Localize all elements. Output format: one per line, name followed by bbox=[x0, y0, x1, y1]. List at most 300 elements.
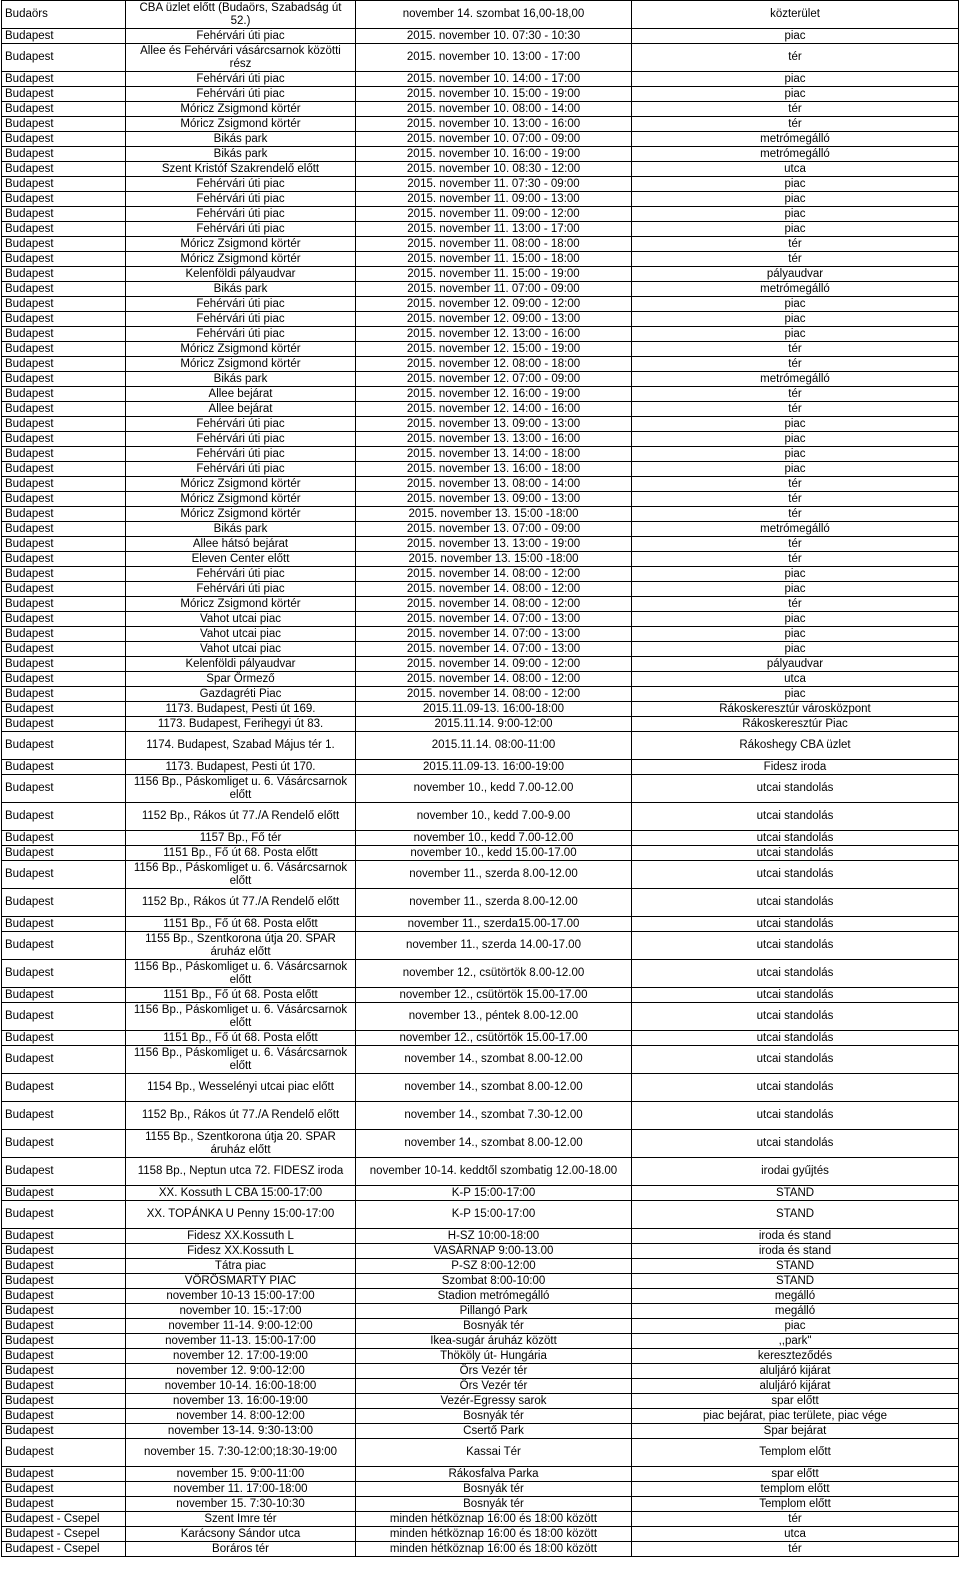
table-row bbox=[2, 1467, 959, 1482]
type-cell: Rákoskeresztúr Piac bbox=[632, 717, 959, 732]
time-cell: Ikea-sugár áruház között bbox=[356, 1334, 632, 1349]
place-cell: Szent Imre tér bbox=[126, 1512, 356, 1527]
table-row bbox=[2, 960, 959, 988]
place-cell: 1156 Bp., Páskomliget u. 6. Vásárcsarnok előtt bbox=[126, 1003, 356, 1031]
time-cell: Bosnyák tér bbox=[356, 1319, 632, 1334]
type-cell: utcai standolás bbox=[632, 831, 959, 846]
type-cell: tér bbox=[632, 252, 959, 267]
place-cell: 1152 Bp., Rákos út 77./A Rendelő előtt bbox=[126, 1102, 356, 1130]
place-cell: november 15. 7:30-12:00;18:30-19:00 bbox=[126, 1439, 356, 1467]
place-cell: 1156 Bp., Páskomliget u. 6. Vásárcsarnok előtt bbox=[126, 960, 356, 988]
time-cell: Pillangó Park bbox=[356, 1304, 632, 1319]
city-cell: Budapest bbox=[2, 417, 126, 432]
time-cell: november 14., szombat 7.30-12.00 bbox=[356, 1102, 632, 1130]
time-cell: 2015. november 14. 09:00 - 12:00 bbox=[356, 657, 632, 672]
type-cell: utcai standolás bbox=[632, 775, 959, 803]
type-cell: Rákoskeresztúr városközpont bbox=[632, 702, 959, 717]
city-cell: Budapest bbox=[2, 732, 126, 760]
time-cell: 2015. november 10. 16:00 - 19:00 bbox=[356, 147, 632, 162]
city-cell: Budapest bbox=[2, 1409, 126, 1424]
city-cell: Budapest bbox=[2, 988, 126, 1003]
place-cell: november 13-14. 9:30-13:00 bbox=[126, 1424, 356, 1439]
place-cell: Vahot utcai piac bbox=[126, 612, 356, 627]
type-cell: piac bbox=[632, 567, 959, 582]
place-cell: Móricz Zsigmond körtér bbox=[126, 357, 356, 372]
city-cell: Budapest bbox=[2, 932, 126, 960]
city-cell: Budapest bbox=[2, 357, 126, 372]
city-cell: Budapest bbox=[2, 342, 126, 357]
place-cell: 1155 Bp., Szentkorona útja 20. SPAR áruház előtt bbox=[126, 932, 356, 960]
time-cell: Thököly út- Hungária bbox=[356, 1349, 632, 1364]
place-cell: Fehérvári úti piac bbox=[126, 207, 356, 222]
type-cell: metrómegálló bbox=[632, 132, 959, 147]
place-cell: Allee hátsó bejárat bbox=[126, 537, 356, 552]
time-cell: 2015. november 12. 09:00 - 12:00 bbox=[356, 297, 632, 312]
city-cell: Budapest bbox=[2, 657, 126, 672]
type-cell: piac bbox=[632, 312, 959, 327]
time-cell: november 13., péntek 8.00-12.00 bbox=[356, 1003, 632, 1031]
place-cell: Szent Kristóf Szakrendelő előtt bbox=[126, 162, 356, 177]
time-cell: 2015. november 10. 13:00 - 17:00 bbox=[356, 44, 632, 72]
place-cell: Móricz Zsigmond körtér bbox=[126, 477, 356, 492]
city-cell: Budapest bbox=[2, 312, 126, 327]
type-cell: piac bbox=[632, 612, 959, 627]
type-cell: STAND bbox=[632, 1201, 959, 1229]
table-row bbox=[2, 44, 959, 72]
table-row bbox=[2, 462, 959, 477]
type-cell: utcai standolás bbox=[632, 1102, 959, 1130]
time-cell: 2015. november 10. 07:00 - 09:00 bbox=[356, 132, 632, 147]
type-cell: piac bbox=[632, 222, 959, 237]
type-cell: tér bbox=[632, 537, 959, 552]
table-row bbox=[2, 237, 959, 252]
type-cell: piac bbox=[632, 627, 959, 642]
time-cell: minden hétköznap 16:00 és 18:00 között bbox=[356, 1527, 632, 1542]
table-row bbox=[2, 1158, 959, 1186]
table-row bbox=[2, 717, 959, 732]
city-cell: Budapest bbox=[2, 147, 126, 162]
table-row bbox=[2, 222, 959, 237]
place-cell: 1156 Bp., Páskomliget u. 6. Vásárcsarnok előtt bbox=[126, 775, 356, 803]
time-cell: 2015. november 12. 16:00 - 19:00 bbox=[356, 387, 632, 402]
table-row bbox=[2, 932, 959, 960]
city-cell: Budapest bbox=[2, 177, 126, 192]
type-cell: tér bbox=[632, 1512, 959, 1527]
place-cell: november 12. 17:00-19:00 bbox=[126, 1349, 356, 1364]
type-cell: utcai standolás bbox=[632, 861, 959, 889]
time-cell: 2015. november 13. 13:00 - 16:00 bbox=[356, 432, 632, 447]
table-row bbox=[2, 552, 959, 567]
type-cell: kereszteződés bbox=[632, 1349, 959, 1364]
place-cell: november 15. 9:00-11:00 bbox=[126, 1467, 356, 1482]
city-cell: Budapest bbox=[2, 162, 126, 177]
place-cell: november 13. 16:00-19:00 bbox=[126, 1394, 356, 1409]
city-cell: Budapest bbox=[2, 642, 126, 657]
type-cell: tér bbox=[632, 597, 959, 612]
city-cell: Budapest bbox=[2, 1349, 126, 1364]
place-cell: 1152 Bp., Rákos út 77./A Rendelő előtt bbox=[126, 803, 356, 831]
city-cell: Budapest bbox=[2, 1158, 126, 1186]
type-cell: közterület bbox=[632, 1, 959, 29]
place-cell: november 10. 15:-17:00 bbox=[126, 1304, 356, 1319]
table-row bbox=[2, 831, 959, 846]
type-cell: utcai standolás bbox=[632, 846, 959, 861]
type-cell: megálló bbox=[632, 1289, 959, 1304]
type-cell: spar előtt bbox=[632, 1394, 959, 1409]
time-cell: Rákosfalva Parka bbox=[356, 1467, 632, 1482]
type-cell: utcai standolás bbox=[632, 917, 959, 932]
time-cell: 2015. november 11. 15:00 - 18:00 bbox=[356, 252, 632, 267]
time-cell: Vezér-Egressy sarok bbox=[356, 1394, 632, 1409]
type-cell: tér bbox=[632, 357, 959, 372]
time-cell: november 12., csütörtök 8.00-12.00 bbox=[356, 960, 632, 988]
city-cell: Budapest bbox=[2, 612, 126, 627]
time-cell: 2015. november 10. 14:00 - 17:00 bbox=[356, 72, 632, 87]
type-cell: irodai gyűjtés bbox=[632, 1158, 959, 1186]
table-row bbox=[2, 1289, 959, 1304]
time-cell: Csertő Park bbox=[356, 1424, 632, 1439]
table-row bbox=[2, 477, 959, 492]
city-cell: Budapest bbox=[2, 192, 126, 207]
city-cell: Budapest bbox=[2, 1497, 126, 1512]
city-cell: Budapest bbox=[2, 1031, 126, 1046]
time-cell: 2015. november 14. 07:00 - 13:00 bbox=[356, 642, 632, 657]
table-row bbox=[2, 1259, 959, 1274]
table-row bbox=[2, 1364, 959, 1379]
type-cell: piac bbox=[632, 29, 959, 44]
type-cell: utcai standolás bbox=[632, 960, 959, 988]
time-cell: Szombat 8:00-10:00 bbox=[356, 1274, 632, 1289]
time-cell: 2015. november 13. 07:00 - 09:00 bbox=[356, 522, 632, 537]
time-cell: 2015. november 14. 07:00 - 13:00 bbox=[356, 627, 632, 642]
table-row bbox=[2, 102, 959, 117]
table-row bbox=[2, 357, 959, 372]
place-cell: Móricz Zsigmond körtér bbox=[126, 252, 356, 267]
table-row bbox=[2, 29, 959, 44]
place-cell: Bikás park bbox=[126, 132, 356, 147]
table-row bbox=[2, 1424, 959, 1439]
city-cell: Budapest bbox=[2, 1074, 126, 1102]
place-cell: Fehérvári úti piac bbox=[126, 447, 356, 462]
city-cell: Budapest bbox=[2, 102, 126, 117]
time-cell: 2015. november 11. 08:00 - 18:00 bbox=[356, 237, 632, 252]
type-cell: piac bbox=[632, 447, 959, 462]
place-cell: XX. TOPÁNKA U Penny 15:00-17:00 bbox=[126, 1201, 356, 1229]
time-cell: 2015. november 11. 13:00 - 17:00 bbox=[356, 222, 632, 237]
type-cell: Templom előtt bbox=[632, 1439, 959, 1467]
type-cell: templom előtt bbox=[632, 1482, 959, 1497]
place-cell: Fehérvári úti piac bbox=[126, 462, 356, 477]
time-cell: H-SZ 10:00-18:00 bbox=[356, 1229, 632, 1244]
city-cell: Budapest bbox=[2, 702, 126, 717]
table-row bbox=[2, 432, 959, 447]
place-cell: Kelenföldi pályaudvar bbox=[126, 657, 356, 672]
table-row bbox=[2, 1244, 959, 1259]
table-row bbox=[2, 1, 959, 29]
schedule-table-body bbox=[2, 1, 959, 1557]
city-cell: Budapest - Csepel bbox=[2, 1512, 126, 1527]
city-cell: Budapest bbox=[2, 492, 126, 507]
table-row bbox=[2, 327, 959, 342]
place-cell: Bikás park bbox=[126, 522, 356, 537]
time-cell: 2015. november 13. 09:00 - 13:00 bbox=[356, 417, 632, 432]
place-cell: Fidesz XX.Kossuth L bbox=[126, 1244, 356, 1259]
table-row bbox=[2, 447, 959, 462]
city-cell: Budapest bbox=[2, 1186, 126, 1201]
place-cell: 1157 Bp., Fő tér bbox=[126, 831, 356, 846]
time-cell: 2015. november 11. 09:00 - 12:00 bbox=[356, 207, 632, 222]
city-cell: Budapest bbox=[2, 597, 126, 612]
city-cell: Budapest bbox=[2, 567, 126, 582]
place-cell: 1156 Bp., Páskomliget u. 6. Vásárcsarnok előtt bbox=[126, 1046, 356, 1074]
city-cell: Budapest bbox=[2, 537, 126, 552]
place-cell: Fehérvári úti piac bbox=[126, 582, 356, 597]
place-cell: Móricz Zsigmond körtér bbox=[126, 237, 356, 252]
time-cell: minden hétköznap 16:00 és 18:00 között bbox=[356, 1542, 632, 1557]
type-cell: spar előtt bbox=[632, 1467, 959, 1482]
city-cell: Budapest bbox=[2, 717, 126, 732]
place-cell: 1156 Bp., Páskomliget u. 6. Vásárcsarnok előtt bbox=[126, 861, 356, 889]
time-cell: 2015. november 10. 15:00 - 19:00 bbox=[356, 87, 632, 102]
type-cell: metrómegálló bbox=[632, 282, 959, 297]
type-cell: piac bbox=[632, 72, 959, 87]
table-row bbox=[2, 132, 959, 147]
city-cell: Budapest bbox=[2, 1229, 126, 1244]
type-cell: utcai standolás bbox=[632, 1003, 959, 1031]
type-cell: tér bbox=[632, 237, 959, 252]
type-cell: piac bbox=[632, 582, 959, 597]
place-cell: Bikás park bbox=[126, 147, 356, 162]
place-cell: 1173. Budapest, Pesti út 169. bbox=[126, 702, 356, 717]
table-row bbox=[2, 1186, 959, 1201]
type-cell: utca bbox=[632, 672, 959, 687]
city-cell: Budapest bbox=[2, 447, 126, 462]
place-cell: Móricz Zsigmond körtér bbox=[126, 102, 356, 117]
city-cell: Budapest bbox=[2, 237, 126, 252]
city-cell: Budapest bbox=[2, 1102, 126, 1130]
city-cell: Budapest bbox=[2, 432, 126, 447]
place-cell: Fehérvári úti piac bbox=[126, 87, 356, 102]
time-cell: november 14., szombat 8.00-12.00 bbox=[356, 1046, 632, 1074]
time-cell: 2015. november 13. 16:00 - 18:00 bbox=[356, 462, 632, 477]
table-row bbox=[2, 657, 959, 672]
city-cell: Budapest bbox=[2, 1394, 126, 1409]
city-cell: Budapest bbox=[2, 846, 126, 861]
type-cell: tér bbox=[632, 552, 959, 567]
city-cell: Budapest bbox=[2, 1201, 126, 1229]
table-row bbox=[2, 702, 959, 717]
place-cell: CBA üzlet előtt (Budaörs, Szabadság út 52.) bbox=[126, 1, 356, 29]
type-cell: piac bbox=[632, 297, 959, 312]
table-row bbox=[2, 1046, 959, 1074]
table-row bbox=[2, 687, 959, 702]
table-row bbox=[2, 372, 959, 387]
table-row bbox=[2, 627, 959, 642]
time-cell: 2015.11.14. 08:00-11:00 bbox=[356, 732, 632, 760]
place-cell: Fehérvári úti piac bbox=[126, 417, 356, 432]
type-cell: STAND bbox=[632, 1186, 959, 1201]
table-row bbox=[2, 612, 959, 627]
table-row bbox=[2, 312, 959, 327]
table-row bbox=[2, 567, 959, 582]
time-cell: 2015. november 12. 09:00 - 13:00 bbox=[356, 312, 632, 327]
place-cell: Fehérvári úti piac bbox=[126, 567, 356, 582]
city-cell: Budapest bbox=[2, 1003, 126, 1031]
city-cell: Budapest bbox=[2, 1289, 126, 1304]
place-cell: Eleven Center előtt bbox=[126, 552, 356, 567]
type-cell: tér bbox=[632, 477, 959, 492]
time-cell: Örs Vezér tér bbox=[356, 1379, 632, 1394]
time-cell: 2015.11.14. 9:00-12:00 bbox=[356, 717, 632, 732]
city-cell: Budapest bbox=[2, 252, 126, 267]
type-cell: pályaudvar bbox=[632, 657, 959, 672]
table-row bbox=[2, 1074, 959, 1102]
place-cell: Fehérvári úti piac bbox=[126, 222, 356, 237]
time-cell: Örs Vezér tér bbox=[356, 1364, 632, 1379]
time-cell: 2015. november 14. 08:00 - 12:00 bbox=[356, 567, 632, 582]
type-cell: STAND bbox=[632, 1274, 959, 1289]
place-cell: Fehérvári úti piac bbox=[126, 312, 356, 327]
table-row bbox=[2, 117, 959, 132]
place-cell: Spar Őrmező bbox=[126, 672, 356, 687]
table-row bbox=[2, 402, 959, 417]
place-cell: Allee és Fehérvári vásárcsarnok közötti rész bbox=[126, 44, 356, 72]
place-cell: 1154 Bp., Wesselényi utcai piac előtt bbox=[126, 1074, 356, 1102]
place-cell: Fehérvári úti piac bbox=[126, 432, 356, 447]
place-cell: Fehérvári úti piac bbox=[126, 297, 356, 312]
city-cell: Budapest bbox=[2, 477, 126, 492]
table-row bbox=[2, 342, 959, 357]
time-cell: november 10., kedd 15.00-17.00 bbox=[356, 846, 632, 861]
time-cell: november 11., szerda15.00-17.00 bbox=[356, 917, 632, 932]
table-row bbox=[2, 522, 959, 537]
city-cell: Budapest - Csepel bbox=[2, 1542, 126, 1557]
city-cell: Budapest bbox=[2, 960, 126, 988]
type-cell: Spar bejárat bbox=[632, 1424, 959, 1439]
time-cell: 2015. november 14. 08:00 - 12:00 bbox=[356, 582, 632, 597]
city-cell: Budapest bbox=[2, 72, 126, 87]
time-cell: november 12., csütörtök 15.00-17.00 bbox=[356, 1031, 632, 1046]
city-cell: Budapest bbox=[2, 462, 126, 477]
table-row bbox=[2, 1482, 959, 1497]
place-cell: november 11. 17:00-18:00 bbox=[126, 1482, 356, 1497]
type-cell: tér bbox=[632, 402, 959, 417]
time-cell: 2015. november 13. 13:00 - 19:00 bbox=[356, 537, 632, 552]
table-row bbox=[2, 1304, 959, 1319]
table-row bbox=[2, 207, 959, 222]
place-cell: Vahot utcai piac bbox=[126, 642, 356, 657]
table-row bbox=[2, 72, 959, 87]
type-cell: tér bbox=[632, 342, 959, 357]
time-cell: VASÁRNAP 9:00-13.00 bbox=[356, 1244, 632, 1259]
type-cell: Fidesz iroda bbox=[632, 760, 959, 775]
table-row bbox=[2, 846, 959, 861]
table-row bbox=[2, 1319, 959, 1334]
table-row bbox=[2, 760, 959, 775]
time-cell: Bosnyák tér bbox=[356, 1497, 632, 1512]
city-cell: Budapest bbox=[2, 627, 126, 642]
time-cell: 2015. november 11. 15:00 - 19:00 bbox=[356, 267, 632, 282]
city-cell: Budapest bbox=[2, 1319, 126, 1334]
time-cell: november 10., kedd 7.00-9.00 bbox=[356, 803, 632, 831]
type-cell: Templom előtt bbox=[632, 1497, 959, 1512]
city-cell: Budapest bbox=[2, 402, 126, 417]
table-row bbox=[2, 988, 959, 1003]
place-cell: Tátra piac bbox=[126, 1259, 356, 1274]
city-cell: Budapest - Csepel bbox=[2, 1527, 126, 1542]
place-cell: november 15. 7:30-10:30 bbox=[126, 1497, 356, 1512]
place-cell: Gazdagréti Piac bbox=[126, 687, 356, 702]
type-cell: piac bbox=[632, 642, 959, 657]
table-row bbox=[2, 387, 959, 402]
city-cell: Budapest bbox=[2, 760, 126, 775]
type-cell: utca bbox=[632, 1527, 959, 1542]
time-cell: 2015. november 12. 15:00 - 19:00 bbox=[356, 342, 632, 357]
time-cell: 2015. november 10. 07:30 - 10:30 bbox=[356, 29, 632, 44]
place-cell: Fehérvári úti piac bbox=[126, 177, 356, 192]
place-cell: 1174. Budapest, Szabad Május tér 1. bbox=[126, 732, 356, 760]
type-cell: piac bbox=[632, 192, 959, 207]
time-cell: 2015. november 13. 15:00 -18:00 bbox=[356, 552, 632, 567]
time-cell: K-P 15:00-17:00 bbox=[356, 1186, 632, 1201]
table-row bbox=[2, 252, 959, 267]
city-cell: Budapest bbox=[2, 861, 126, 889]
type-cell: piac bbox=[632, 462, 959, 477]
type-cell: tér bbox=[632, 1542, 959, 1557]
table-row bbox=[2, 582, 959, 597]
type-cell: utcai standolás bbox=[632, 1031, 959, 1046]
schedule-table bbox=[1, 0, 959, 1557]
type-cell: utcai standolás bbox=[632, 988, 959, 1003]
city-cell: Budapest bbox=[2, 1364, 126, 1379]
place-cell: november 10-14. 16:00-18:00 bbox=[126, 1379, 356, 1394]
type-cell: utcai standolás bbox=[632, 803, 959, 831]
time-cell: november 11., szerda 8.00-12.00 bbox=[356, 861, 632, 889]
table-row bbox=[2, 672, 959, 687]
table-row bbox=[2, 1102, 959, 1130]
type-cell: iroda és stand bbox=[632, 1244, 959, 1259]
place-cell: 1151 Bp., Fő út 68. Posta előtt bbox=[126, 988, 356, 1003]
type-cell: metrómegálló bbox=[632, 522, 959, 537]
type-cell: Rákoshegy CBA üzlet bbox=[632, 732, 959, 760]
type-cell: STAND bbox=[632, 1259, 959, 1274]
type-cell: metrómegálló bbox=[632, 372, 959, 387]
city-cell: Budapest bbox=[2, 1424, 126, 1439]
place-cell: 1151 Bp., Fő út 68. Posta előtt bbox=[126, 846, 356, 861]
table-row bbox=[2, 417, 959, 432]
time-cell: november 10., kedd 7.00-12.00 bbox=[356, 775, 632, 803]
type-cell: utcai standolás bbox=[632, 1046, 959, 1074]
time-cell: 2015. november 13. 09:00 - 13:00 bbox=[356, 492, 632, 507]
time-cell: P-SZ 8:00-12:00 bbox=[356, 1259, 632, 1274]
time-cell: 2015. november 14. 07:00 - 13:00 bbox=[356, 612, 632, 627]
table-row bbox=[2, 282, 959, 297]
city-cell: Budaörs bbox=[2, 1, 126, 29]
city-cell: Budapest bbox=[2, 222, 126, 237]
place-cell: Fehérvári úti piac bbox=[126, 327, 356, 342]
table-row bbox=[2, 1130, 959, 1158]
time-cell: november 14. szombat 16,00-18,00 bbox=[356, 1, 632, 29]
place-cell: Fehérvári úti piac bbox=[126, 72, 356, 87]
table-row bbox=[2, 1527, 959, 1542]
type-cell: utcai standolás bbox=[632, 1130, 959, 1158]
city-cell: Budapest bbox=[2, 775, 126, 803]
time-cell: november 10., kedd 7.00-12.00 bbox=[356, 831, 632, 846]
place-cell: XX. Kossuth L CBA 15:00-17:00 bbox=[126, 1186, 356, 1201]
table-row bbox=[2, 1497, 959, 1512]
type-cell: aluljáró kijárat bbox=[632, 1364, 959, 1379]
time-cell: november 14., szombat 8.00-12.00 bbox=[356, 1074, 632, 1102]
